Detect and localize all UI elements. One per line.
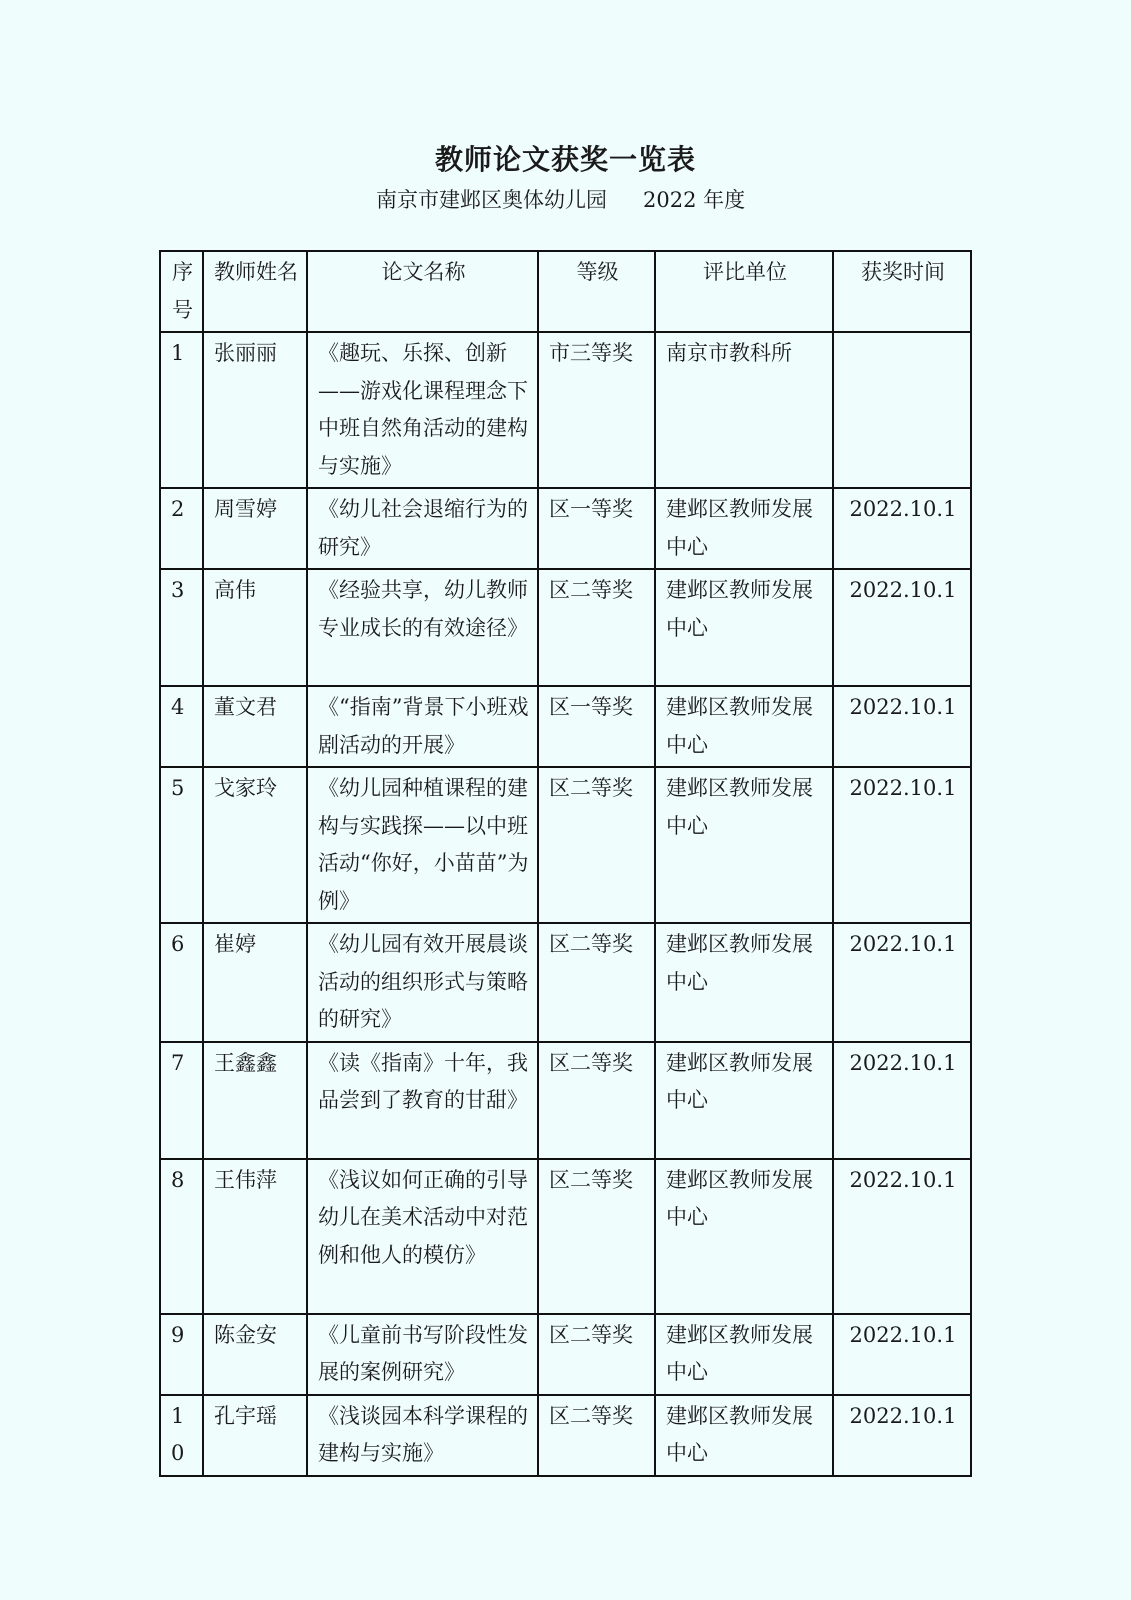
cell-organizer: 建邺区教师发展中心: [655, 767, 833, 923]
cell-paper: 《“指南”背景下小班戏剧活动的开展》: [307, 686, 538, 767]
cell-index: 4: [160, 686, 203, 767]
cell-index: 1: [160, 332, 203, 488]
cell-time: 2022.10.1: [833, 1395, 971, 1476]
cell-teacher: 孔宇瑶: [203, 1395, 307, 1476]
cell-level: 市三等奖: [538, 332, 655, 488]
cell-index: 9: [160, 1314, 203, 1395]
table-row: [160, 1314, 971, 1395]
cell-time: [833, 332, 971, 488]
school-year: 2022 年度: [643, 188, 746, 212]
cell-paper: 《幼儿园有效开展晨谈活动的组织形式与策略的研究》: [307, 923, 538, 1042]
table-row: [160, 686, 971, 767]
cell-paper: 《幼儿社会退缩行为的研究》: [307, 488, 538, 569]
cell-index: 7: [160, 1042, 203, 1159]
cell-teacher: 王鑫鑫: [203, 1042, 307, 1159]
header-time: 获奖时间: [833, 251, 971, 332]
cell-organizer: 建邺区教师发展中心: [655, 488, 833, 569]
cell-level: 区二等奖: [538, 767, 655, 923]
cell-paper: 《经验共享，幼儿教师专业成长的有效途径》: [307, 569, 538, 686]
cell-paper: 《儿童前书写阶段性发展的案例研究》: [307, 1314, 538, 1395]
cell-paper: 《幼儿园种植课程的建构与实践探——以中班活动“你好，小苗苗”为例》: [307, 767, 538, 923]
cell-index: 8: [160, 1159, 203, 1314]
cell-level: 区一等奖: [538, 686, 655, 767]
cell-paper: 《浅谈园本科学课程的建构与实施》: [307, 1395, 538, 1476]
cell-organizer: 建邺区教师发展中心: [655, 1042, 833, 1159]
cell-organizer: 建邺区教师发展中心: [655, 1159, 833, 1314]
cell-teacher: 陈金安: [203, 1314, 307, 1395]
cell-time: 2022.10.1: [833, 1042, 971, 1159]
table-row: [160, 1042, 971, 1159]
cell-teacher: 戈家玲: [203, 767, 307, 923]
page-title: 教师论文获奖一览表: [434, 143, 696, 176]
cell-level: 区二等奖: [538, 1042, 655, 1159]
cell-time: 2022.10.1: [833, 488, 971, 569]
header-index: 序号: [160, 251, 203, 332]
cell-index: 5: [160, 767, 203, 923]
cell-index: 2: [160, 488, 203, 569]
table-header-row: [160, 251, 971, 332]
header-paper: 论文名称: [307, 251, 538, 332]
cell-teacher: 张丽丽: [203, 332, 307, 488]
cell-time: 2022.10.1: [833, 1159, 971, 1314]
cell-paper: 《读《指南》十年，我品尝到了教育的甘甜》: [307, 1042, 538, 1159]
cell-time: 2022.10.1: [833, 767, 971, 923]
cell-index: 10: [160, 1395, 203, 1476]
cell-organizer: 建邺区教师发展中心: [655, 1314, 833, 1395]
cell-teacher: 崔婷: [203, 923, 307, 1042]
table-row: [160, 1159, 971, 1314]
awards-table: [159, 250, 972, 1477]
cell-teacher: 王伟萍: [203, 1159, 307, 1314]
cell-teacher: 高伟: [203, 569, 307, 686]
cell-organizer: 建邺区教师发展中心: [655, 1395, 833, 1476]
cell-organizer: 建邺区教师发展中心: [655, 923, 833, 1042]
header-teacher: 教师姓名: [203, 251, 307, 332]
cell-index: 3: [160, 569, 203, 686]
cell-level: 区二等奖: [538, 1395, 655, 1476]
cell-time: 2022.10.1: [833, 686, 971, 767]
header-level: 等级: [538, 251, 655, 332]
cell-organizer: 建邺区教师发展中心: [655, 686, 833, 767]
cell-organizer: 建邺区教师发展中心: [655, 569, 833, 686]
cell-paper: 《浅议如何正确的引导幼儿在美术活动中对范例和他人的模仿》: [307, 1159, 538, 1314]
table-row: [160, 332, 971, 488]
cell-time: 2022.10.1: [833, 569, 971, 686]
cell-index: 6: [160, 923, 203, 1042]
cell-time: 2022.10.1: [833, 1314, 971, 1395]
cell-organizer: 南京市教科所: [655, 332, 833, 488]
cell-paper: 《趣玩、乐探、创新——游戏化课程理念下中班自然角活动的建构与实施》: [307, 332, 538, 488]
cell-time: 2022.10.1: [833, 923, 971, 1042]
cell-level: 区二等奖: [538, 569, 655, 686]
cell-teacher: 周雪婷: [203, 488, 307, 569]
school-name: 南京市建邺区奥体幼儿园: [376, 188, 607, 212]
table-row: [160, 1395, 971, 1476]
table-row: [160, 569, 971, 686]
table-row: [160, 923, 971, 1042]
cell-level: 区二等奖: [538, 923, 655, 1042]
cell-teacher: 董文君: [203, 686, 307, 767]
header-organizer: 评比单位: [655, 251, 833, 332]
table-row: [160, 767, 971, 923]
page-subtitle: [376, 184, 745, 214]
cell-level: 区一等奖: [538, 488, 655, 569]
table-row: [160, 488, 971, 569]
cell-level: 区二等奖: [538, 1159, 655, 1314]
cell-level: 区二等奖: [538, 1314, 655, 1395]
